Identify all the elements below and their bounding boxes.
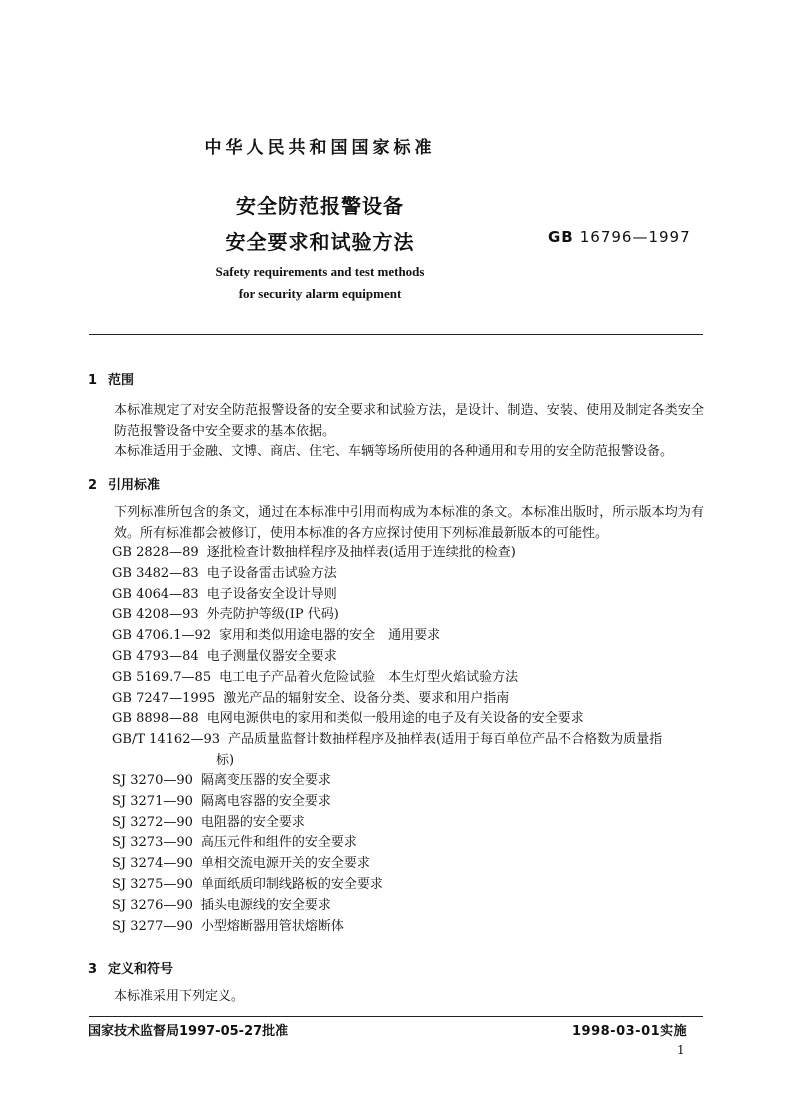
- reference-item: [112, 543, 706, 564]
- section-3-paragraph-1: [88, 986, 704, 1007]
- reference-name: 隔离电容器的安全要求: [200, 793, 331, 809]
- reference-name: 电子测量仪器安全要求: [206, 648, 337, 664]
- reference-list: [112, 543, 706, 937]
- reference-code: SJ 3271—90: [112, 793, 193, 809]
- reference-name: 电阻器的安全要求: [200, 814, 305, 830]
- reference-item: [112, 917, 706, 938]
- standard-code: [548, 228, 691, 246]
- reference-item: [112, 896, 706, 917]
- effective-date: 1998-03-01实施: [572, 1024, 688, 1039]
- reference-code: GB 4208—93: [112, 607, 199, 623]
- reference-item: [112, 647, 706, 668]
- section-1-heading: [88, 369, 134, 388]
- reference-name: 插头电源线的安全要求: [200, 897, 331, 913]
- reference-item: [112, 833, 706, 854]
- reference-item: [112, 668, 706, 689]
- header-divider: [89, 334, 703, 335]
- section-1-paragraph-2: [88, 441, 704, 462]
- reference-name: 小型熔断器用管状熔断体: [200, 918, 344, 934]
- reference-item: [112, 709, 706, 730]
- page-number: 1: [677, 1043, 685, 1057]
- reference-code: SJ 3275—90: [112, 876, 193, 892]
- reference-code: SJ 3270—90: [112, 772, 193, 788]
- reference-code: GB 2828—89: [112, 545, 199, 560]
- reference-code: GB 4706.1—92: [112, 628, 212, 644]
- reference-code: SJ 3272—90: [112, 814, 193, 830]
- paragraph-text: 本标准规定了对安全防范报警设备的安全要求和试验方法，是设计、制造、安装、使用及制定各类安全防范报警设备中安全要求的基本依据。: [114, 403, 704, 439]
- english-title-line1: Safety requirements and test methods: [215, 264, 425, 279]
- reference-name: 电子设备雷击试验方法: [206, 565, 337, 581]
- reference-name: 家用和类似用途电器的安全 通用要求: [219, 628, 441, 644]
- section-number: 2: [88, 478, 98, 493]
- section-1-paragraph-1: [88, 400, 704, 442]
- reference-code: GB 4064—83: [112, 586, 199, 602]
- section-3-heading: [88, 958, 173, 977]
- standard-code-number: 16796—1997: [579, 228, 691, 246]
- english-title-line2: for security alarm equipment: [238, 286, 402, 301]
- reference-code: GB/T 14162—93: [112, 732, 221, 748]
- reference-name: 逐批检查计数抽样程序及抽样表(适用于连续批的检查): [206, 545, 516, 560]
- reference-item: [112, 730, 706, 751]
- paragraph-text: 下列标准所包含的条文，通过在本标准中引用而构成为本标准的条文。本标准出版时，所示版本均为有效。所有标准都会被修订，使用本标准的各方应探讨使用下列标准最新版本的可能性。: [114, 505, 704, 541]
- reference-name-continuation: 标): [216, 752, 235, 768]
- reference-name: 电子设备安全设计导则: [206, 586, 337, 602]
- section-title: 范围: [108, 373, 135, 388]
- approval-date: 国家技术监督局1997-05-27批准: [88, 1024, 289, 1039]
- section-title: 定义和符号: [108, 962, 174, 977]
- reference-name: 隔离变压器的安全要求: [200, 772, 331, 788]
- reference-name: 单相交流电源开关的安全要求: [200, 856, 370, 872]
- reference-item: [112, 564, 706, 585]
- document-title-line2: 安全要求和试验方法: [225, 230, 415, 254]
- national-standard-label: 中华人民共和国国家标准: [204, 138, 436, 158]
- reference-name: 电网电源供电的家用和类似一般用途的电子及有关设备的安全要求: [206, 711, 584, 727]
- reference-code: GB 3482—83: [112, 565, 199, 581]
- reference-name: 外壳防护等级(IP 代码): [206, 607, 339, 623]
- section-2-intro: [88, 502, 704, 544]
- reference-name: 高压元件和组件的安全要求: [200, 835, 357, 851]
- reference-item: [112, 689, 706, 710]
- reference-code: SJ 3274—90: [112, 856, 193, 872]
- reference-name: 产品质量监督计数抽样程序及抽样表(适用于每百单位产品不合格数为质量指: [228, 732, 663, 748]
- paragraph-text: 本标准适用于金融、文博、商店、住宅、车辆等场所使用的各种通用和专用的安全防范报警设备。: [114, 444, 674, 459]
- standard-code-prefix: GB: [548, 228, 574, 246]
- reference-code: SJ 3273—90: [112, 835, 193, 851]
- reference-code: GB 7247—1995: [112, 690, 216, 706]
- reference-item: [112, 626, 706, 647]
- reference-item: [112, 854, 706, 875]
- reference-item: [112, 875, 706, 896]
- reference-name: 单面纸质印制线路板的安全要求: [200, 876, 383, 892]
- reference-code: GB 8898—88: [112, 711, 199, 727]
- reference-item: [112, 605, 706, 626]
- section-number: 3: [88, 962, 98, 977]
- reference-name: 电工电子产品着火危险试验 本生灯型火焰试验方法: [219, 669, 519, 685]
- section-title: 引用标准: [108, 478, 161, 493]
- paragraph-text: 本标准采用下列定义。: [114, 989, 245, 1004]
- section-2-heading: [88, 474, 160, 493]
- reference-item: [112, 771, 706, 792]
- footer-divider: [89, 1016, 703, 1017]
- document-title-line1: 安全防范报警设备: [236, 194, 404, 218]
- reference-item: [112, 792, 706, 813]
- reference-name: 激光产品的辐射安全、设备分类、要求和用户指南: [223, 690, 510, 706]
- section-number: 1: [88, 373, 98, 388]
- reference-code: SJ 3277—90: [112, 918, 193, 934]
- reference-code: GB 5169.7—85: [112, 669, 212, 685]
- reference-code: SJ 3276—90: [112, 897, 193, 913]
- reference-item: [112, 585, 706, 606]
- reference-item: [112, 813, 706, 834]
- reference-code: GB 4793—84: [112, 648, 199, 664]
